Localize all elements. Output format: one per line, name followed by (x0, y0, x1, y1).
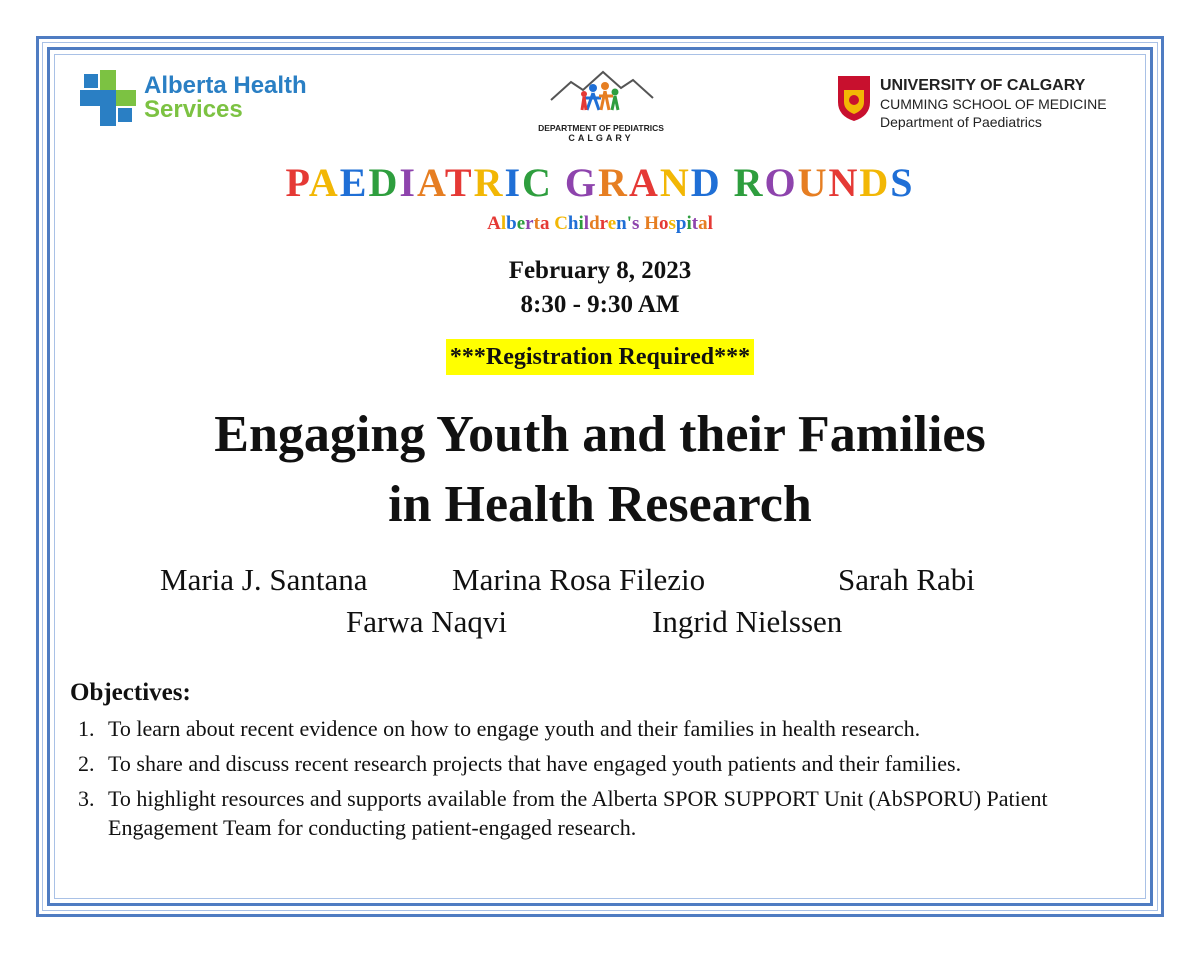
speaker-name: Sarah Rabi (838, 562, 975, 597)
speaker-name: Ingrid Nielssen (652, 604, 843, 639)
ahs-cross-icon (80, 70, 136, 126)
speaker-name: Maria J. Santana (160, 562, 368, 597)
series-title (0, 160, 1200, 206)
event-date: February 8, 2023 (508, 257, 692, 284)
objective-item (78, 784, 1128, 842)
mountains-family-icon (541, 66, 661, 116)
peds-city: CALGARY (568, 133, 634, 143)
series-title-text: PAEDIATRIC GRAND ROUNDS (285, 160, 915, 205)
objective-item (78, 714, 1128, 743)
ahs-line2: Services (144, 96, 243, 123)
objectives-heading: Objectives: (70, 679, 191, 706)
talk-title-line1: Engaging Youth and their Families (214, 406, 986, 463)
peds-name: DEPARTMENT OF PEDIATRICS (538, 123, 664, 133)
objectives-list (78, 714, 1128, 848)
ucalgary-department: Department of Paediatrics (880, 114, 1042, 130)
objective-text: To highlight resources and supports available from the Alberta SPOR SUPPORT Unit (AbSPORU) Patient Engagement Team for conducting patient-engaged research. (108, 786, 1048, 840)
talk-title-line2: in Health Research (388, 476, 812, 533)
objective-number: 2. (78, 751, 95, 776)
ucalgary-logo (836, 76, 1107, 131)
objective-text: To share and discuss recent research projects that have engaged youth patients and their families. (108, 751, 962, 776)
location-text: Alberta Children's Hospital (487, 213, 713, 234)
ucalgary-school: CUMMING SCHOOL OF MEDICINE (880, 96, 1107, 112)
ahs-line1: Alberta Health (144, 72, 307, 99)
objective-number: 1. (78, 716, 95, 741)
registration-notice (0, 339, 1200, 375)
ahs-logo (80, 70, 307, 126)
event-time: 8:30 - 9:30 AM (520, 291, 680, 318)
speaker-name: Farwa Naqvi (346, 604, 507, 639)
objective-item (78, 749, 1128, 778)
speaker-name: Marina Rosa Filezio (452, 562, 706, 597)
peds-logo (528, 66, 674, 143)
location (0, 212, 1200, 236)
registration-label: ***Registration Required*** (446, 339, 754, 375)
ucalgary-name: UNIVERSITY OF CALGARY (880, 77, 1086, 94)
ucalgary-crest-icon (836, 76, 872, 122)
objective-text: To learn about recent evidence on how to engage youth and their families in health research. (108, 716, 921, 741)
objective-number: 3. (78, 786, 95, 811)
